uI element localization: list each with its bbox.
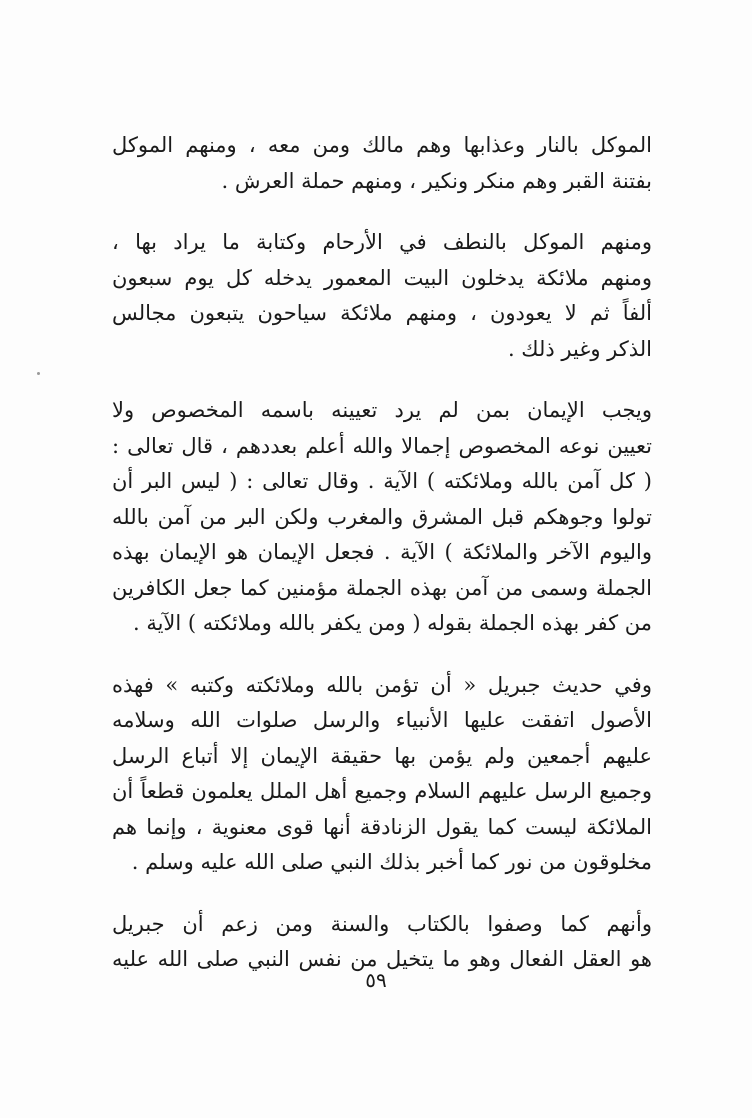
text-line: مخلوقون من نور كما أخبر بذلك النبي صلى الله عليه وسلم . [131, 850, 652, 874]
text-line: الذكر وغير ذلك . [507, 336, 652, 361]
text-line: تولوا وجوهكم قبل المشرق والمغرب ولكن البر من آمن بالله [112, 504, 652, 529]
text-line: ( كل آمن بالله وملائكته ) الآية . وقال تعالى : ( ليس البر أن [112, 469, 652, 493]
paragraph-5 [112, 907, 652, 978]
text-line: عليهم أجمعين ولم يؤمن بها حقيقة الإيمان إلا أتباع الرسل [112, 743, 652, 768]
text-line: الموكل بالنار وعذابها وهم مالك ومن معه ، ومنهم الموكل [112, 133, 652, 157]
main-text [112, 128, 652, 1004]
text-line: وجميع الرسل عليهم السلام وجميع أهل الملل يعلمون قطعاً أن [112, 779, 652, 803]
text-line: الملائكة ليست كما يقول الزنادقة أنها قوى معنوية ، وإنما هم [112, 814, 652, 839]
text-line: ومنهم الموكل بالنطف في الأرحام وكتابة ما يراد بها ، [112, 230, 652, 254]
scan-speck [37, 372, 40, 375]
paragraph-2 [112, 225, 652, 367]
text-line: الجملة وسمى من آمن بهذه الجملة مؤمنين كما جعل الكافرين [112, 575, 652, 600]
text-line: هو العقل الفعال وهو ما يتخيل من نفس النبي صلى الله عليه [112, 947, 652, 971]
paragraph-1 [112, 128, 652, 199]
text-line: تعيين نوعه المخصوص إجمالا والله أعلم بعددهم ، قال تعالى : [112, 433, 652, 458]
text-line: بفتنة القبر وهم منكر ونكير ، ومنهم حملة العرش . [221, 168, 652, 193]
text-line: ألفاً ثم لا يعودون ، ومنهم ملائكة سياحون يتبعون مجالس [112, 301, 652, 325]
text-line: ومنهم ملائكة يدخلون البيت المعمور يدخله كل يوم سبعون [112, 265, 652, 290]
paragraph-4 [112, 668, 652, 881]
text-line: من كفر بهذه الجملة بقوله ( ومن يكفر بالله وملائكته ) الآية . [132, 611, 652, 635]
text-line: وأنهم كما وصفوا بالكتاب والسنة ومن زعم أن جبريل [112, 911, 652, 936]
paragraph-3 [112, 393, 652, 642]
text-line: الأصول اتفقت عليها الأنبياء والرسل صلوات الله وسلامه [112, 708, 652, 732]
page-number: ٥٩ [365, 968, 387, 992]
text-line: وفي حديث جبريل « أن تؤمن بالله وملائكته وكتبه » فهذه [112, 672, 652, 697]
text-line: واليوم الآخر والملائكة ) الآية . فجعل الإيمان هو الإيمان بهذه [112, 540, 652, 564]
text-line: ويجب الإيمان بمن لم يرد تعيينه باسمه المخصوص ولا [112, 398, 652, 422]
